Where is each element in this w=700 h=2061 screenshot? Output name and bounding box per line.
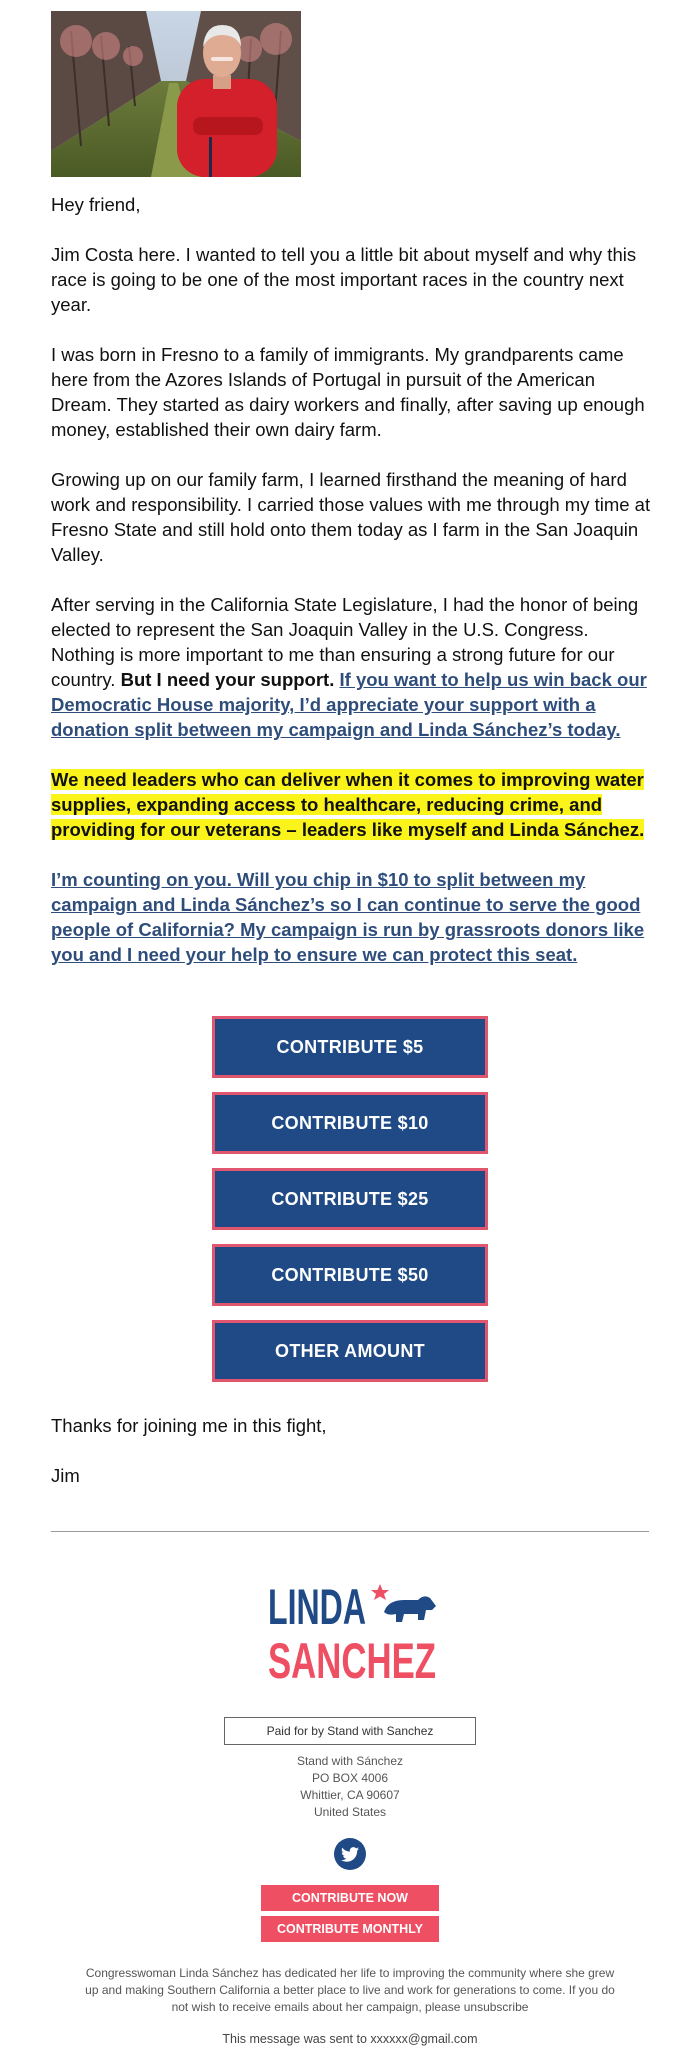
sent-to-notice: This message was sent to xxxxxx@gmail.com — [222, 2032, 478, 2046]
bear-star-icon — [371, 1584, 436, 1622]
paragraph-highlight — [51, 767, 651, 842]
paragraph-career — [51, 592, 651, 742]
signature: Jim — [51, 1465, 80, 1486]
linda-sanchez-logo — [268, 1578, 438, 1689]
footer-divider — [51, 1531, 649, 1532]
paragraph-family: I was born in Fresno to a family of immigrants. My grandparents came here from the Azores Islands of Portugal in pursuit of the American Dream. They started as dairy workers and finally, after saving up enough money, established their own dairy farm. — [51, 344, 645, 440]
highlight-text: We need leaders who can deliver when it comes to improving water supplies, expanding access to healthcare, reducing crime, and providing for our veterans – leaders like myself and Linda Sánchez. — [51, 769, 645, 840]
contribute-10-button[interactable]: CONTRIBUTE $10 — [212, 1092, 488, 1154]
donate-split-link[interactable]: If you want to help us win back our Democratic House majority, I’d appreciate your support with a donation split between my campaign and Linda Sánchez’s today. — [51, 669, 647, 740]
letter-body — [51, 192, 651, 992]
address-line: United States — [313, 1805, 387, 1819]
twitter-icon[interactable] — [334, 1838, 366, 1870]
sign-off — [51, 1413, 651, 1513]
greeting: Hey friend, — [51, 194, 141, 215]
other-amount-button[interactable]: OTHER AMOUNT — [212, 1320, 488, 1382]
logo-line1: LINDA — [268, 1579, 366, 1635]
address-line: Whittier, CA 90607 — [300, 1788, 400, 1802]
paid-for-box: Paid for by Stand with Sanchez — [224, 1717, 476, 1745]
closing-line: Thanks for joining me in this fight, — [51, 1415, 327, 1436]
paragraph-ask — [51, 867, 651, 967]
contribute-5-button[interactable]: CONTRIBUTE $5 — [212, 1016, 488, 1078]
paragraph-intro: Jim Costa here. I wanted to tell you a little bit about myself and why this race is going to be one of the most important races in the country next year. — [51, 244, 637, 315]
address-line: PO BOX 4006 — [311, 1771, 389, 1785]
logo-line2: SANCHEZ — [268, 1633, 436, 1689]
contribute-monthly-button[interactable]: CONTRIBUTE MONTHLY — [261, 1916, 439, 1942]
paragraph-farm: Growing up on our family farm, I learned firsthand the meaning of hard work and responsibility. I carried those values with me through my time at Fresno State and still hold onto them today as I farm in the San Joaquin Valley. — [51, 469, 651, 565]
chip-in-link[interactable]: I’m counting on you. Will you chip in $10 to split between my campaign and Linda Sánchez’s so I can continue to serve the good people of California? My campaign is run by grassroots donors like you and I need your help to ensure we can protect this seat. — [51, 869, 645, 965]
career-text: After serving in the California State Legislature, I had the honor of being elected to represent the San Joaquin Valley in the U.S. Congress. Nothing is more important to me than ensuring a strong future for our country. — [51, 594, 639, 690]
contribute-buttons — [212, 1016, 488, 1396]
contribute-25-button[interactable]: CONTRIBUTE $25 — [212, 1168, 488, 1230]
mailing-address — [200, 1753, 500, 1821]
contribute-50-button[interactable]: CONTRIBUTE $50 — [212, 1244, 488, 1306]
candidate-photo — [51, 11, 301, 177]
contribute-now-button[interactable]: CONTRIBUTE NOW — [261, 1885, 439, 1911]
footer-disclaimer: Congresswoman Linda Sánchez has dedicated her life to improving the community where she grew up and making Southern California a better place to live and work for generations to come. If you do not wish to receive emails about her campaign, please unsubscribe — [85, 1966, 615, 2014]
address-line: Stand with Sánchez — [296, 1754, 404, 1768]
support-bold: But I need your support. — [120, 669, 335, 690]
